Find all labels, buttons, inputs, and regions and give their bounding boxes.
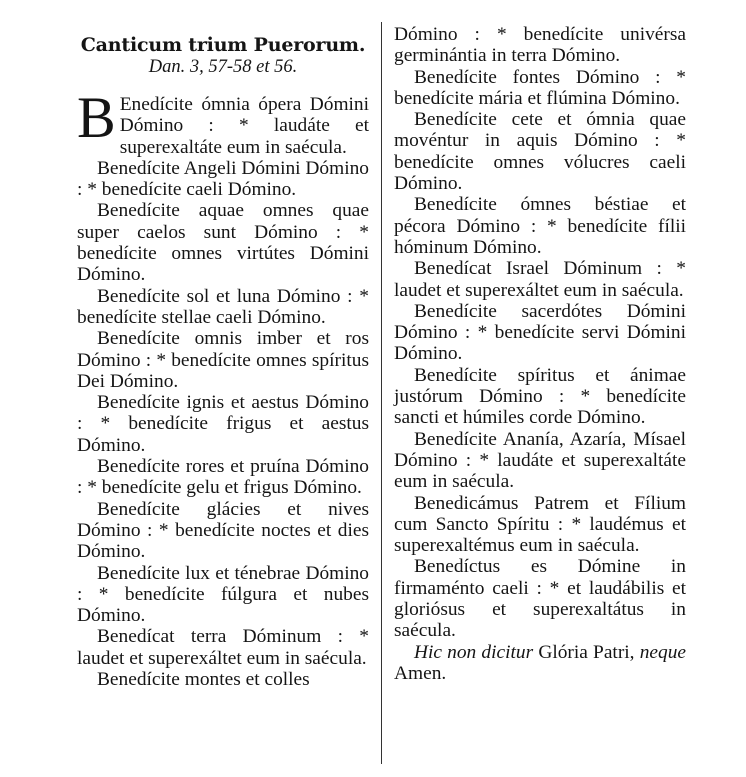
verse: Benedícite ignis et aestus Dómino : * benedícite frigus et aestus Dómino. <box>77 392 369 456</box>
rubric-italic: Hic non dicitur <box>414 641 534 663</box>
verse: Benedícite montes et colles <box>97 669 310 691</box>
rubric <box>394 642 686 685</box>
verse: Benedícite lux et ténebrae Dómino : * benedícite fúlgura et nubes Dómino. <box>77 562 369 627</box>
verse: Benedícat terra Dóminum : * laudet et superexáltet eum in saécula. <box>77 626 369 669</box>
verse-first-text: Enedícite ómnia ópera Dómini Dómino : * laudáte et superexaltáte eum in saécula. <box>119 94 369 158</box>
verse: Benedícite Angeli Dómini Dómino : * benedícite caeli Dómino. <box>77 157 369 201</box>
verse: Benedícite fontes Dómino : * benedícite mária et flúmina Dómino. <box>394 66 686 109</box>
verse: Benedícite ómnes béstiae et pécora Dómino : * benedícite fílii hóminum Dómino. <box>394 194 686 258</box>
drop-cap-initial: B <box>77 85 116 150</box>
verse-continuation: Dómino : * benedícite univérsa germinántia in terra Dómino. <box>394 24 686 67</box>
scripture-reference: Dan. 3, 57-58 et 56. <box>148 57 298 77</box>
verse-first <box>77 85 369 158</box>
rubric-text: Glória Patri, <box>538 641 635 663</box>
rubric-italic: neque <box>639 641 687 663</box>
left-column <box>77 34 369 690</box>
verse: Benedícite Ananía, Azaría, Mísael Dómino : * laudáte et superexaltáte eum in saécula. <box>394 428 686 493</box>
verse: Benedícat Israel Dóminum : * laudet et superexáltet eum in saécula. <box>394 258 686 301</box>
verse: Benedíctus es Dómine in firmaménto caeli : * et laudábilis et gloriósus et superexaltátus in saécula. <box>394 556 686 642</box>
rubric-text: Amen. <box>394 662 447 684</box>
verse: Benedícite glácies et nives Dómino : * benedícite noctes et dies Dómino. <box>77 498 369 563</box>
verse: Benedícite sol et luna Dómino : * benedícite stellae caeli Dómino. <box>77 285 369 328</box>
column-divider <box>381 22 382 764</box>
canticle-title: Canticum trium Puerorum. <box>80 34 366 56</box>
verse: Benedícite aquae omnes quae super caelos sunt Dómino : * benedícite omnes virtútes Dómini Dómino. <box>77 200 369 286</box>
verse: Benedícite rores et pruína Dómino : * benedícite gelu et frigus Dómino. <box>77 456 369 499</box>
verse: Benedícite omnis imber et ros Dómino : * benedícite omnes spíritus Dei Dómino. <box>77 328 369 392</box>
verse: Benedícite spíritus et ánimae justórum Dómino : * benedícite sancti et húmiles corde Dómino. <box>394 364 686 429</box>
right-column <box>394 24 686 684</box>
verse: Benedícite sacerdótes Dómini Dómino : * benedícite servi Dómini Dómino. <box>394 300 686 365</box>
verse: Benedicámus Patrem et Fílium cum Sancto Spíritu : * laudémus et superexaltémus eum in saécula. <box>394 492 686 557</box>
verse: Benedícite cete et ómnia quae movéntur in aquis Dómino : * benedícite omnes vólucres caeli Dómino. <box>394 109 686 195</box>
